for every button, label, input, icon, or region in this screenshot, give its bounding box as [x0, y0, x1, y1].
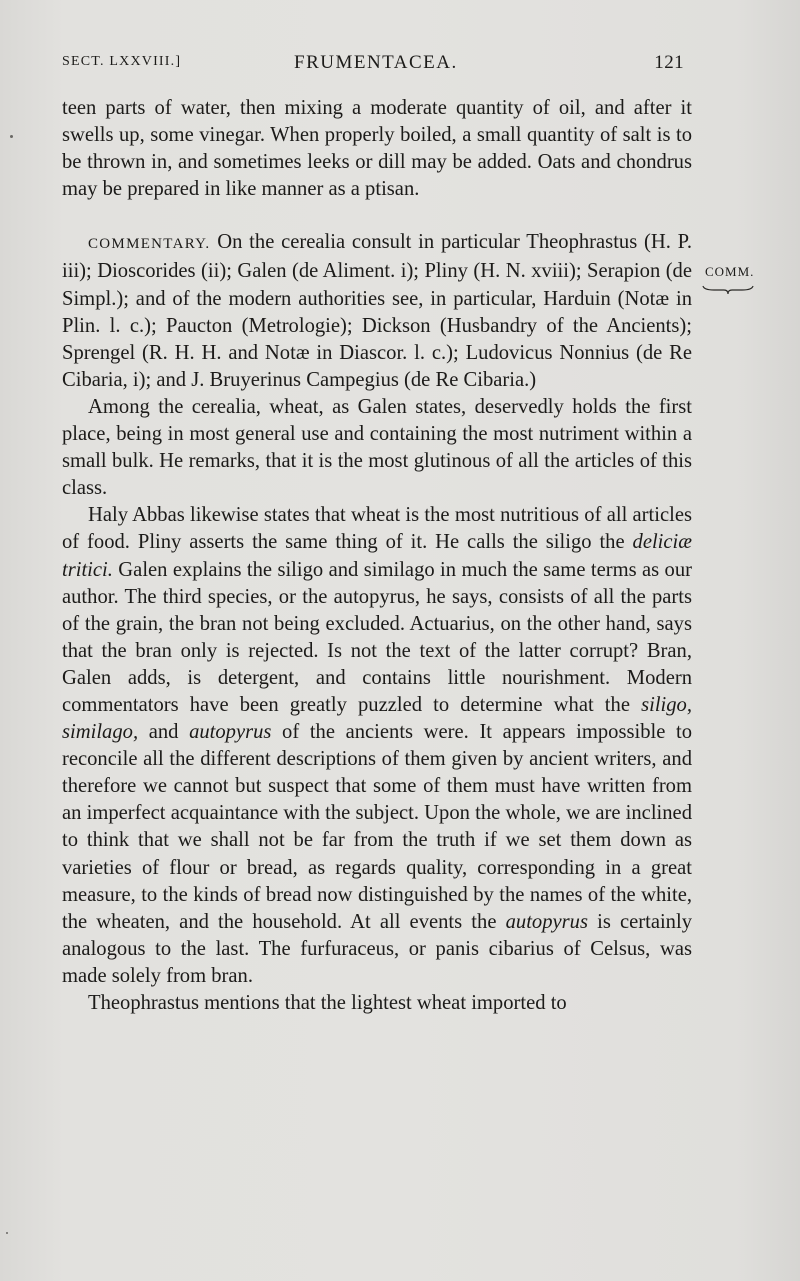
text-run: teen parts of water, then mixing a moderate quantity of oil, and after it swells up, some vinegar. When properly boiled, a small quantity of salt is to be thrown in, and sometimes leeks or dill may be added. Oats and chondrus may be prepared in like manner as a ptisan. [62, 97, 692, 201]
italic-run: deliciæ tritici. [62, 531, 692, 581]
text-run: of the ancients were. It appears impossible to reconcile all the different descriptions of them given by ancient writers, and therefore we cannot but suspect that some of them must have written from an imperfect acquaintance with the subject. Upon the whole, we are inclined to think that we shall not be far from the truth if we set them down as varieties of flour or bread, as regards quality, corresponding in a great measure, to the kinds of bread now distinguished by the names of the white, the wheaten, and the household. At all events the [62, 721, 692, 933]
paragraph-wheat [62, 394, 692, 502]
paragraph-theophrastus [62, 990, 692, 1017]
text-run: Theophrastus mentions that the lightest wheat imported to [88, 992, 567, 1014]
text-run: and [138, 721, 190, 744]
print-speck [6, 1232, 8, 1234]
section-marker: SECT. LXXVIII.] [62, 54, 182, 69]
paragraph-haly-abbas [62, 502, 692, 990]
text-run: On the cerealia consult in particular Theophrastus (H. P. iii); Dioscorides (ii); Galen (de Aliment. i); Pliny (H. N. xviii); Serapion (de Simpl.); and of the modern authorities see, in particular, Harduin (Notæ in Plin. l. c.); Paucton (Metrologie); Dickson (Husbandry of the Ancients); Sprengel (R. H. H. and Notæ in Diascor. l. c.); Ludovicus Nonnius (de Re Cibaria, i); and J. Bruyerinus Campegius (de Re Cibaria.) [62, 231, 692, 391]
text-run: Haly Abbas likewise states that wheat is the most nutritious of all articles of food. Pliny asserts the same thing of it. He calls the siligo the [62, 504, 692, 554]
paragraph-ptisan-recipe [62, 95, 692, 203]
margin-brace-icon [702, 284, 754, 296]
commentary-heading: COMMENTARY. [88, 236, 211, 253]
paragraph-commentary [62, 229, 692, 394]
italic-run: autopyrus [189, 721, 272, 744]
page-number: 121 [654, 52, 684, 73]
margin-note: COMM. [705, 264, 755, 279]
running-head [62, 52, 690, 76]
print-speck [10, 135, 13, 138]
text-run: Among the cerealia, wheat, as Galen states, deservedly holds the first place, being in most general use and containing the most nutriment within a small bulk. He remarks, that it is the most glutinous of all the articles of this class. [62, 395, 692, 500]
italic-run: autopyrus [505, 910, 588, 933]
page-title: FRUMENTACEA. [294, 52, 458, 73]
italic-run: siligo, similago, [62, 693, 692, 744]
text-run: Galen explains the siligo and similago in much the same terms as our author. The third species, or the autopyrus, he says, consists of all the parts of the grain, the bran not being excluded. Actuarius, on the other hand, says that the bran only is rejected. Is not the text of the latter corrupt? Bran, Galen adds, is detergent, and contains little nourishment. Modern commentators have been greatly puzzled to determine what the [62, 558, 692, 716]
body-text [62, 95, 692, 1017]
text-run: is certainly analogous to the last. The furfuraceus, or panis cibarius of Celsus, was made solely from bran. [62, 910, 692, 987]
